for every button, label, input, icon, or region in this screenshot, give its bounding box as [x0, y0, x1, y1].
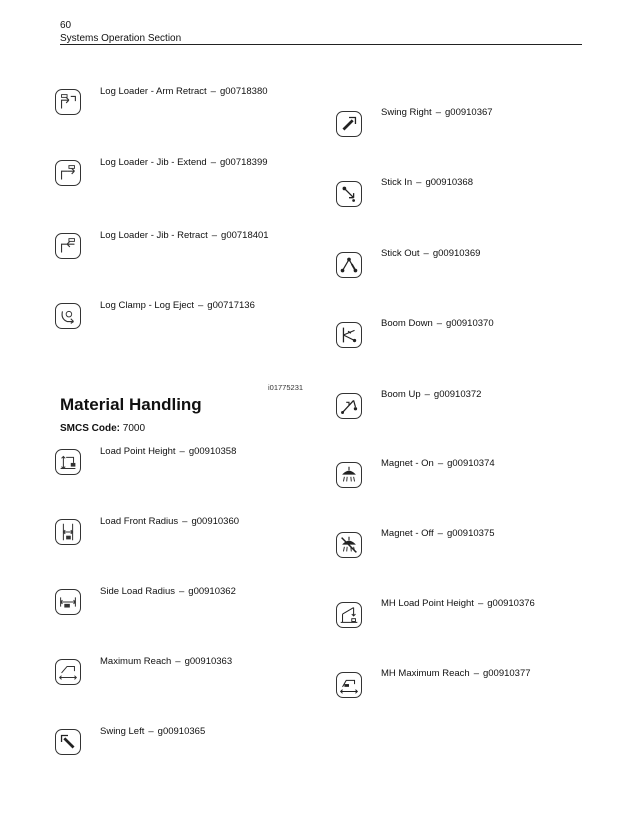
entry-code: g00910368 [425, 177, 474, 188]
smcs-code [60, 423, 145, 435]
entry-label: Load Front Radius [100, 516, 179, 527]
header-rule [60, 44, 582, 45]
dash: – [435, 107, 441, 118]
entry-label: Magnet - Off [381, 528, 434, 539]
entry-code: g00910369 [432, 248, 481, 259]
page-number: 60 [60, 20, 72, 31]
entry-code: g00718401 [221, 230, 269, 241]
entry-code: g00718380 [219, 86, 268, 97]
entry-code: g00717136 [207, 300, 255, 311]
dash: – [473, 668, 479, 679]
stick-out-icon [336, 252, 362, 278]
entry-label: Side Load Radius [100, 586, 175, 597]
entry-label: Log Loader - Jib - Extend [100, 157, 207, 168]
maximum-reach-icon [55, 659, 81, 685]
boom-up-icon [336, 393, 362, 419]
load-front-radius-icon [55, 519, 81, 545]
smcs-value: 7000 [122, 423, 146, 434]
section-title: Systems Operation Section [60, 33, 182, 44]
dash: – [423, 248, 429, 259]
dash: – [179, 586, 185, 597]
entry-code: g00910363 [184, 656, 233, 667]
dash: – [175, 656, 181, 667]
log-clamp-eject-icon [55, 303, 81, 329]
dash: – [437, 528, 443, 539]
entry-label: Swing Left [100, 726, 145, 737]
entry-label: Maximum Reach [100, 656, 172, 667]
entry-label: MH Maximum Reach [381, 668, 470, 679]
entry-code: g00718399 [219, 157, 268, 168]
side-load-radius-icon [55, 589, 81, 615]
dash: – [198, 300, 204, 311]
entry-label: Swing Right [381, 107, 432, 118]
load-point-height-icon [55, 449, 81, 475]
entry-code: g00910367 [445, 107, 493, 118]
entry-label: Stick In [381, 177, 413, 188]
dash: – [211, 230, 218, 241]
dash: – [210, 157, 216, 168]
entry-code: g00910358 [188, 446, 237, 457]
boom-down-icon [336, 322, 362, 348]
dash: – [210, 86, 216, 97]
dash: – [148, 726, 154, 737]
dash: – [437, 458, 444, 469]
entry-label: MH Load Point Height [381, 598, 474, 609]
magnet-on-icon [336, 462, 362, 488]
entry-code: g00910375 [446, 528, 495, 539]
entry-label: Load Point Height [100, 446, 176, 457]
dash: – [424, 389, 430, 400]
mh-load-point-height-icon [336, 602, 362, 628]
entry-code: g00910370 [446, 318, 494, 329]
mh-maximum-reach-icon [336, 672, 362, 698]
entry-code: g00910372 [433, 389, 482, 400]
dash: – [436, 318, 443, 329]
entry-code: g00910377 [482, 668, 531, 679]
log-loader-jib-extend-icon [55, 160, 81, 186]
entry-label: Log Clamp - Log Eject [100, 300, 194, 311]
entry-label: Boom Down [381, 318, 433, 329]
entry-label: Magnet - On [381, 458, 434, 469]
swing-left-icon [55, 729, 81, 755]
entry-label: Boom Up [381, 389, 421, 400]
dash: – [179, 446, 185, 457]
material-handling-heading: Material Handling [60, 395, 202, 414]
swing-right-icon [336, 111, 362, 137]
dash: – [477, 598, 484, 609]
entry-code: g00910376 [487, 598, 535, 609]
entry-label: Log Loader - Jib - Retract [100, 230, 208, 241]
entry-code: g00910365 [157, 726, 206, 737]
dash: – [416, 177, 422, 188]
entry-code: g00910362 [188, 586, 236, 597]
smcs-label: SMCS Code: [60, 423, 120, 434]
log-loader-jib-retract-icon [55, 233, 81, 259]
entry-code: g00910360 [191, 516, 240, 527]
log-loader-arm-retract-icon [55, 89, 81, 115]
dash: – [182, 516, 188, 527]
entry-label: Stick Out [381, 248, 420, 259]
stick-in-icon [336, 181, 362, 207]
magnet-off-icon [336, 532, 362, 558]
entry-label: Log Loader - Arm Retract [100, 86, 207, 97]
entry-code: g00910374 [447, 458, 495, 469]
reference-id: i01775231 [268, 383, 304, 392]
